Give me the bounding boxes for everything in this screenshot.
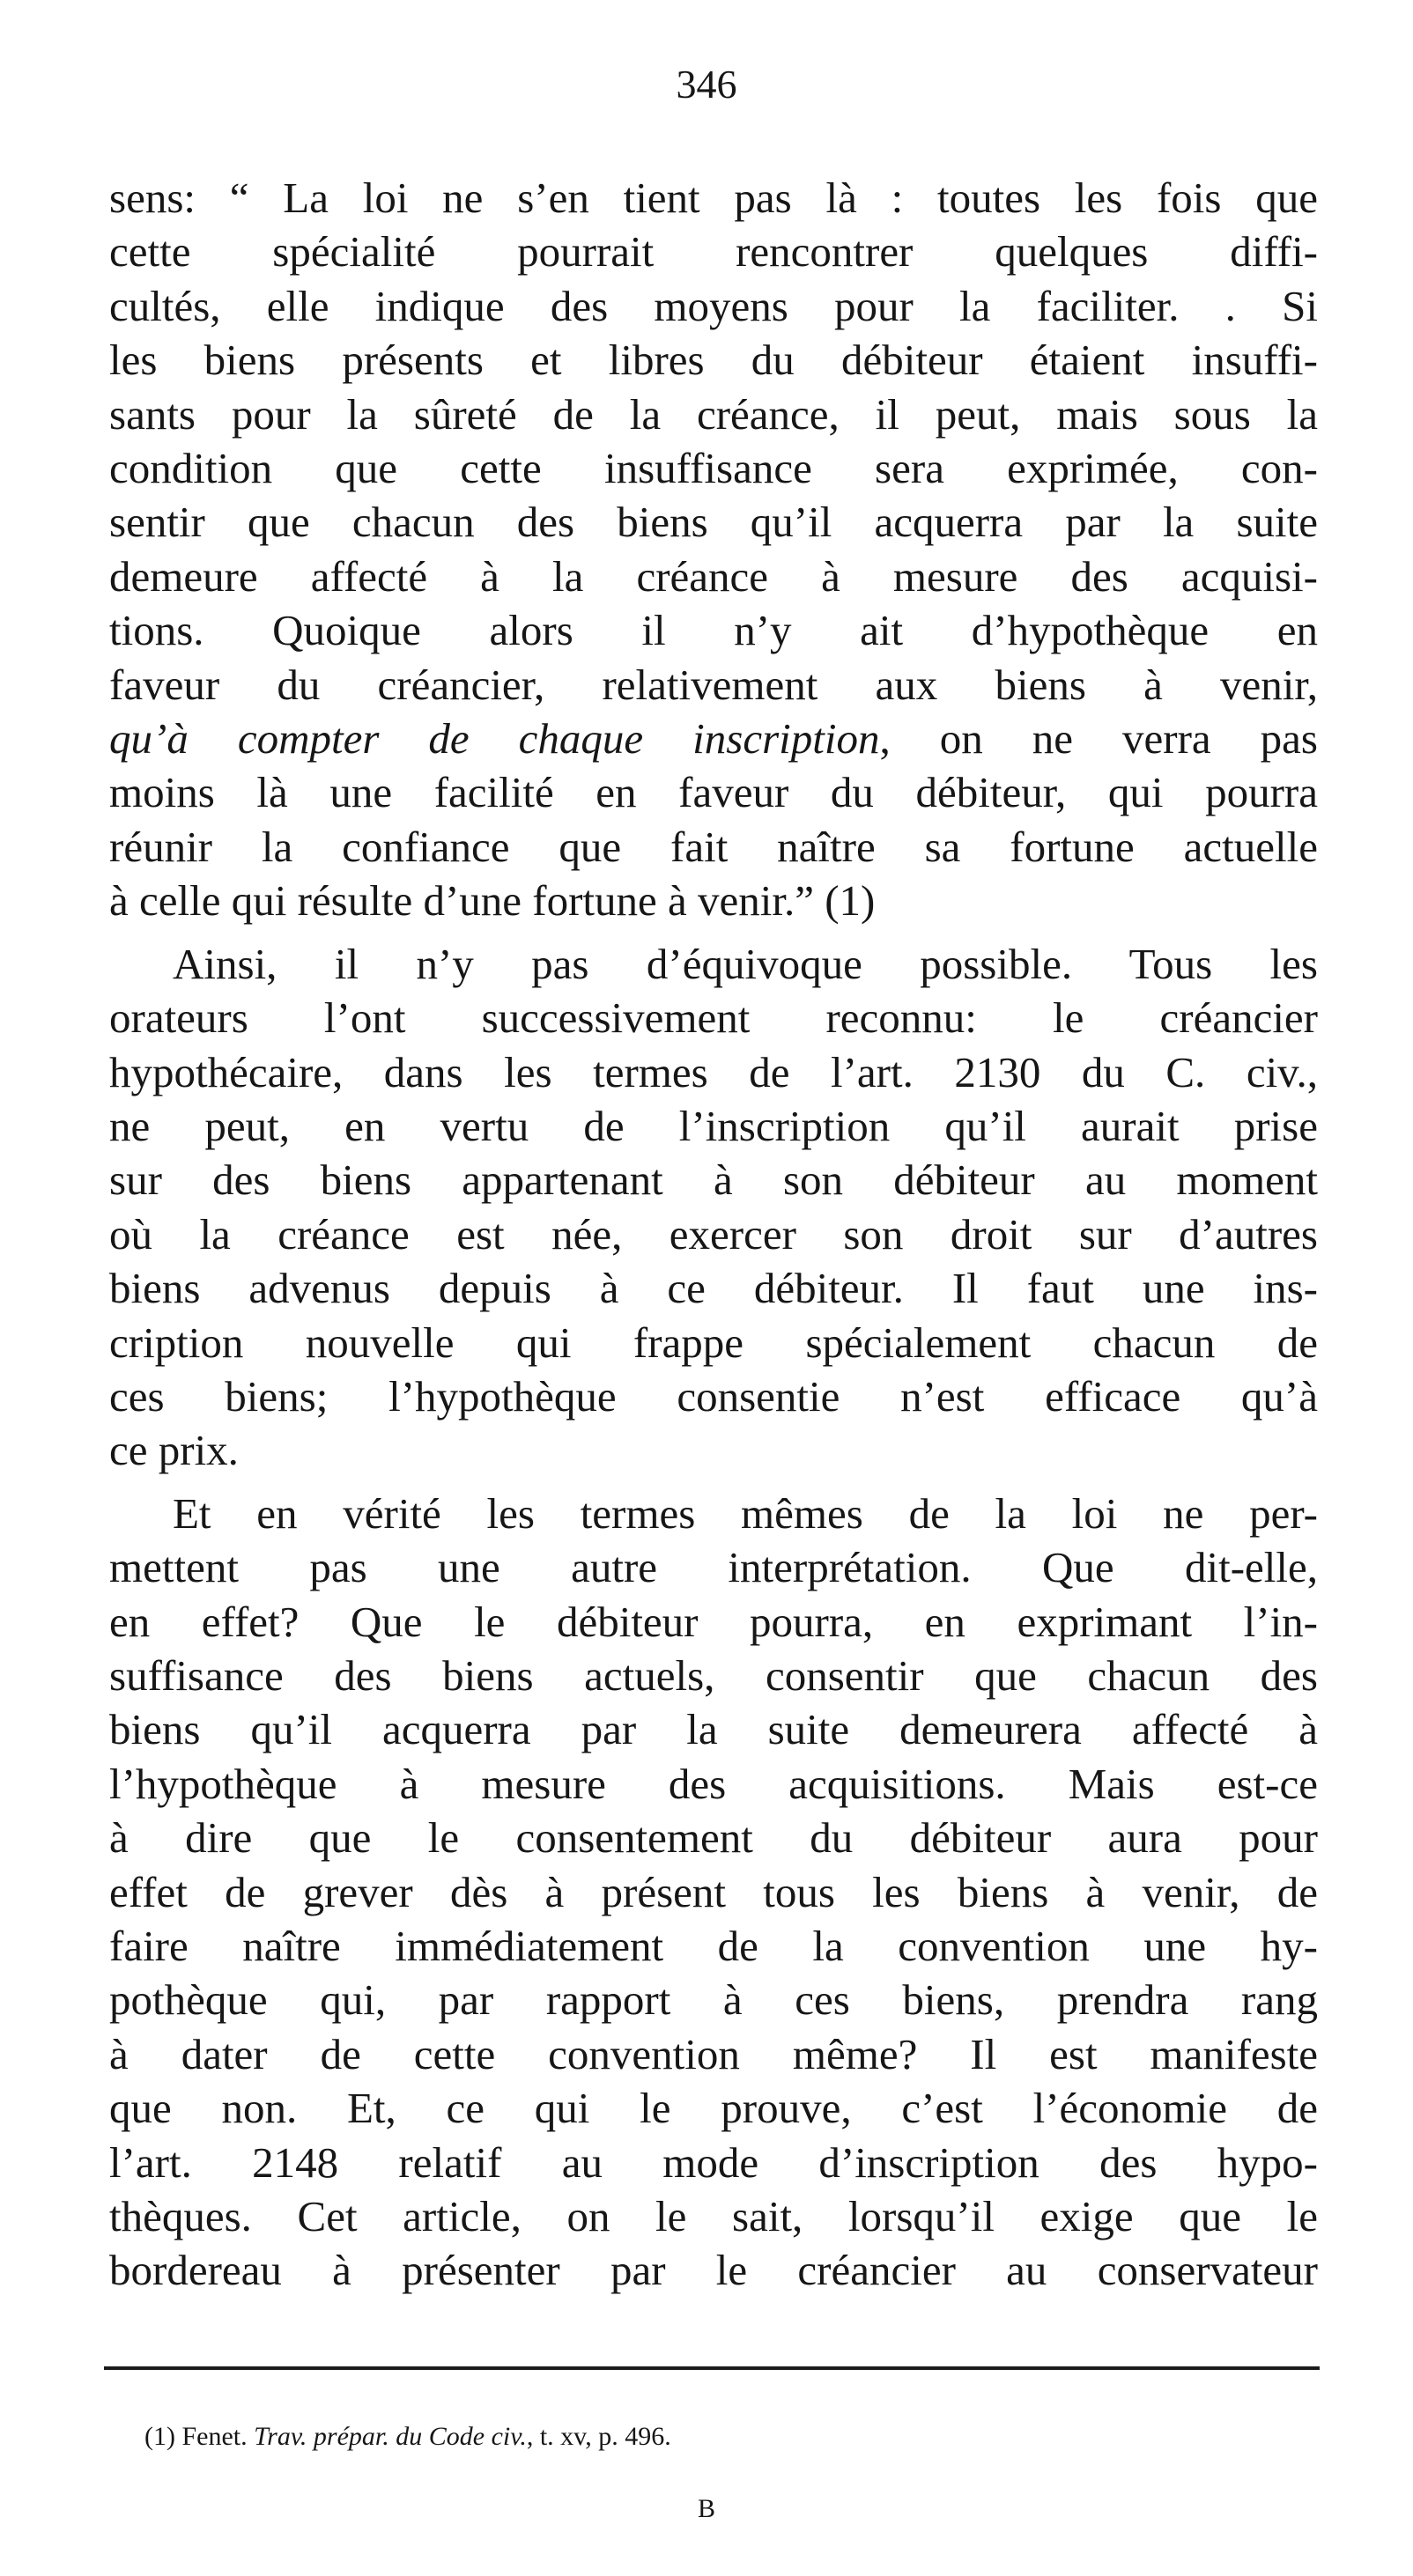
signature-mark: B	[697, 2494, 715, 2523]
text-line: cette spécialité pourrait rencontrer quelques diffi-	[109, 227, 1318, 277]
text-line: à celle qui résulte d’une fortune à venir.” (1)	[109, 876, 876, 926]
text-line: où la créance est née, exercer son droit sur d’autres	[109, 1209, 1318, 1258]
italic-phrase: qu’à compter de chaque inscription	[109, 714, 880, 764]
text-line: à dater de cette convention même? Il est manifeste	[109, 2029, 1318, 2078]
text-line: sentir que chacun des biens qu’il acquerra par la suite	[109, 498, 1318, 547]
text-line: suffisance des biens actuels, consentir que chacun des	[109, 1650, 1318, 1700]
text-line: que non. Et, ce qui le prouve, c’est l’économie de	[109, 2084, 1318, 2133]
text-line: orateurs l’ont successivement reconnu: le créancier	[109, 993, 1318, 1043]
footnote-marker: (1)	[144, 2422, 175, 2451]
text-line: hypothécaire, dans les termes de l’art. 2130 du C. civ.,	[109, 1047, 1318, 1096]
footnote-reference: , t. xv, p. 496.	[526, 2422, 671, 2451]
text-line: cription nouvelle qui frappe spécialement chacun de	[109, 1318, 1318, 1367]
text-line: cultés, elle indique des moyens pour la faciliter. . Si	[109, 281, 1318, 330]
text-line: les biens présents et libres du débiteur étaient insuffi-	[109, 336, 1318, 385]
text-line: sens: “ La loi ne s’en tient pas là : toutes les fois que	[109, 173, 1318, 222]
footnote-author: Fenet.	[181, 2422, 248, 2451]
text-line: faveur du créancier, relativement aux biens à venir,	[109, 660, 1318, 709]
text-line: effet de grever dès à présent tous les biens à venir, de	[109, 1867, 1318, 1916]
text-line: moins là une facilité en faveur du débiteur, qui pourra	[109, 768, 1318, 817]
line-continuation: , on ne verra pas	[879, 714, 1318, 764]
text-line: faire naître immédiatement de la convention une hy-	[109, 1922, 1318, 1970]
text-line: sants pour la sûreté de la créance, il peut, mais sous la	[109, 389, 1318, 439]
text-line: ces biens; l’hypothèque consentie n’est efficace qu’à	[109, 1371, 1318, 1421]
text-line: l’hypothèque à mesure des acquisitions. Mais est-ce	[109, 1759, 1318, 1808]
text-line: ce prix.	[109, 1426, 239, 1475]
text-line: sur des biens appartenant à son débiteur au moment	[109, 1155, 1318, 1205]
text-line: pothèque qui, par rapport à ces biens, prendra rang	[109, 1975, 1318, 2025]
text-line: en effet? Que le débiteur pourra, en exprimant l’in-	[109, 1597, 1318, 1646]
text-line	[109, 712, 1318, 765]
body-text	[109, 171, 1318, 2298]
text-line: condition que cette insuffisance sera exprimée, con-	[109, 444, 1318, 493]
paragraph-start: Et en vérité les termes mêmes de la loi ne per-	[173, 1488, 1318, 1538]
footnote-title: Trav. prépar. du Code civ.	[254, 2422, 527, 2451]
text-line: thèques. Cet article, on le sait, lorsqu’il exige que le	[109, 2192, 1318, 2241]
text-line: l’art. 2148 relatif au mode d’inscription des hypo-	[109, 2137, 1318, 2187]
text-line: à dire que le consentement du débiteur aura pour	[109, 1813, 1318, 1863]
footnote-divider	[104, 2366, 1320, 2370]
text-line: mettent pas une autre interprétation. Que dit-elle,	[109, 1543, 1318, 1592]
page-number: 346	[676, 62, 737, 107]
paragraph-start: Ainsi, il n’y pas d’équivoque possible. Tous les	[173, 939, 1318, 988]
text-line: biens advenus depuis à ce débiteur. Il faut une ins-	[109, 1264, 1318, 1313]
text-line: tions. Quoique alors il n’y ait d’hypothèque en	[109, 606, 1318, 655]
footnote	[144, 2420, 671, 2454]
text-line: biens qu’il acquerra par la suite demeurera affecté à	[109, 1705, 1318, 1754]
text-line: bordereau à présenter par le créancier au conservateur	[109, 2246, 1318, 2295]
text-line: ne peut, en vertu de l’inscription qu’il aurait prise	[109, 1101, 1318, 1150]
text-line: demeure affecté à la créance à mesure des acquisi-	[109, 551, 1318, 601]
text-line: réunir la confiance que fait naître sa fortune actuelle	[109, 822, 1318, 871]
